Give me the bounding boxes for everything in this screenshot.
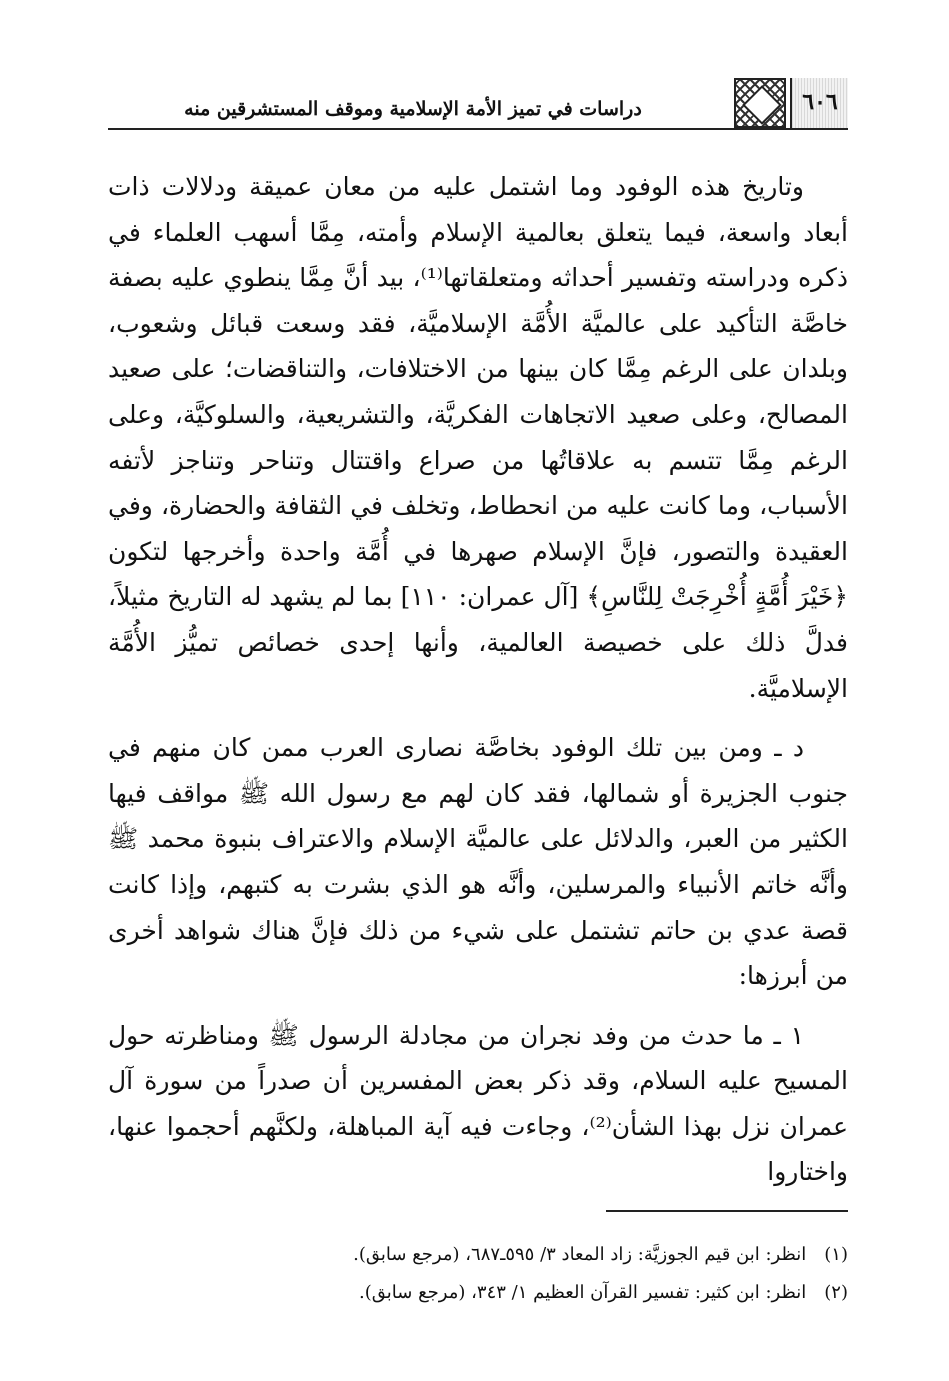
footnote-number: (٢): [824, 1282, 848, 1303]
paragraph-3: ١ ـ ما حدث من وفد نجران من مجادلة الرسول ﷺ ومناظرته حول المسيح عليه السلام، وقد ذكر بعض المفسرين أن صدراً من سورة آل عمران نزل بهذا الشأن⁽²⁾، وجاءت فيه آية المباهلة، ولكنَّهم أحجموا عنها، واختاروا: [108, 1020, 848, 1187]
footnote-1: [108, 1236, 848, 1274]
footnotes: [108, 1236, 848, 1312]
footnote-divider: [606, 1210, 848, 1212]
footnote-text: انظر: ابن كثير: تفسير القرآن العظيم ١/ ٣٤٣، (مرجع سابق).: [359, 1282, 807, 1303]
paragraph-2: د ـ ومن بين تلك الوفود بخاصَّة نصارى العرب ممن كان منهم في جنوب الجزيرة أو شمالها، فقد كان لهم مع رسول الله ﷺ مواقف فيها الكثير من العبر، والدلائل على عالميَّة الإسلام والاعتراف بنبوة محمد ﷺ وأنَّه خاتم الأنبياء والمرسلين، وأنَّه هو الذي بشرت به كتبهم، وإذا كانت قصة عدي بن حاتم تشتمل على شيء من ذلك فإنَّ هناك شواهد أخرى من أبرزها:: [108, 733, 849, 991]
footnote-text: انظر: ابن قيم الجوزيَّة: زاد المعاد ٣/ ٥٩٥ـ٦٨٧، (مرجع سابق).: [353, 1244, 807, 1265]
ornament-icon: [734, 78, 786, 128]
running-header: [108, 78, 848, 130]
header-rule: [108, 128, 848, 130]
running-title: دراسات في تميز الأمة الإسلامية وموقف المستشرقين منه: [184, 98, 642, 120]
body-text: [108, 164, 848, 1195]
footnote-2: [108, 1274, 848, 1312]
page-number: ٦٠٦: [790, 78, 848, 128]
paragraph-1: وتاريخ هذه الوفود وما اشتمل عليه من معان عميقة ودلالات ذات أبعاد واسعة، فيما يتعلق بعالمية الإسلام وأمته، مِمَّا أسهب العلماء في ذكره ودراسته وتفسير أحداثه ومتعلقاتها⁽¹⁾، بيد أنَّ مِمَّا ينطوي عليه بصفة خاصَّة التأكيد على عالميَّة الأُمَّة الإسلاميَّة، فقد وسعت قبائل وشعوب، وبلدان على الرغم مِمَّا كان بينها من الاختلافات، والتناقضات؛ على صعيد المصالح، وعلى صعيد الاتجاهات الفكريَّة، والتشريعية، والسلوكيَّة، وعلى الرغم مِمَّا تتسم به علاقاتُها من صراع واقتتال وتناحر وتناجز لأتفه الأسباب، وما كانت عليه من انحطاط، وتخلف في الثقافة والحضارة، وفي العقيدة والتصور، فإنَّ الإسلام صهرها في أُمَّة واحدة وأخرجها لتكون ﴿خَيْرَ أُمَّةٍ أُخْرِجَتْ لِلنَّاسِ﴾ [آل عمران: ١١٠] بما لم يشهد له التاريخ مثيلاً، فدلَّ ذلك على خصيصة العالمية، وأنها إحدى خصائص تميُّز الأُمَّة الإسلاميَّة.: [108, 172, 849, 703]
footnote-number: (١): [824, 1244, 848, 1265]
